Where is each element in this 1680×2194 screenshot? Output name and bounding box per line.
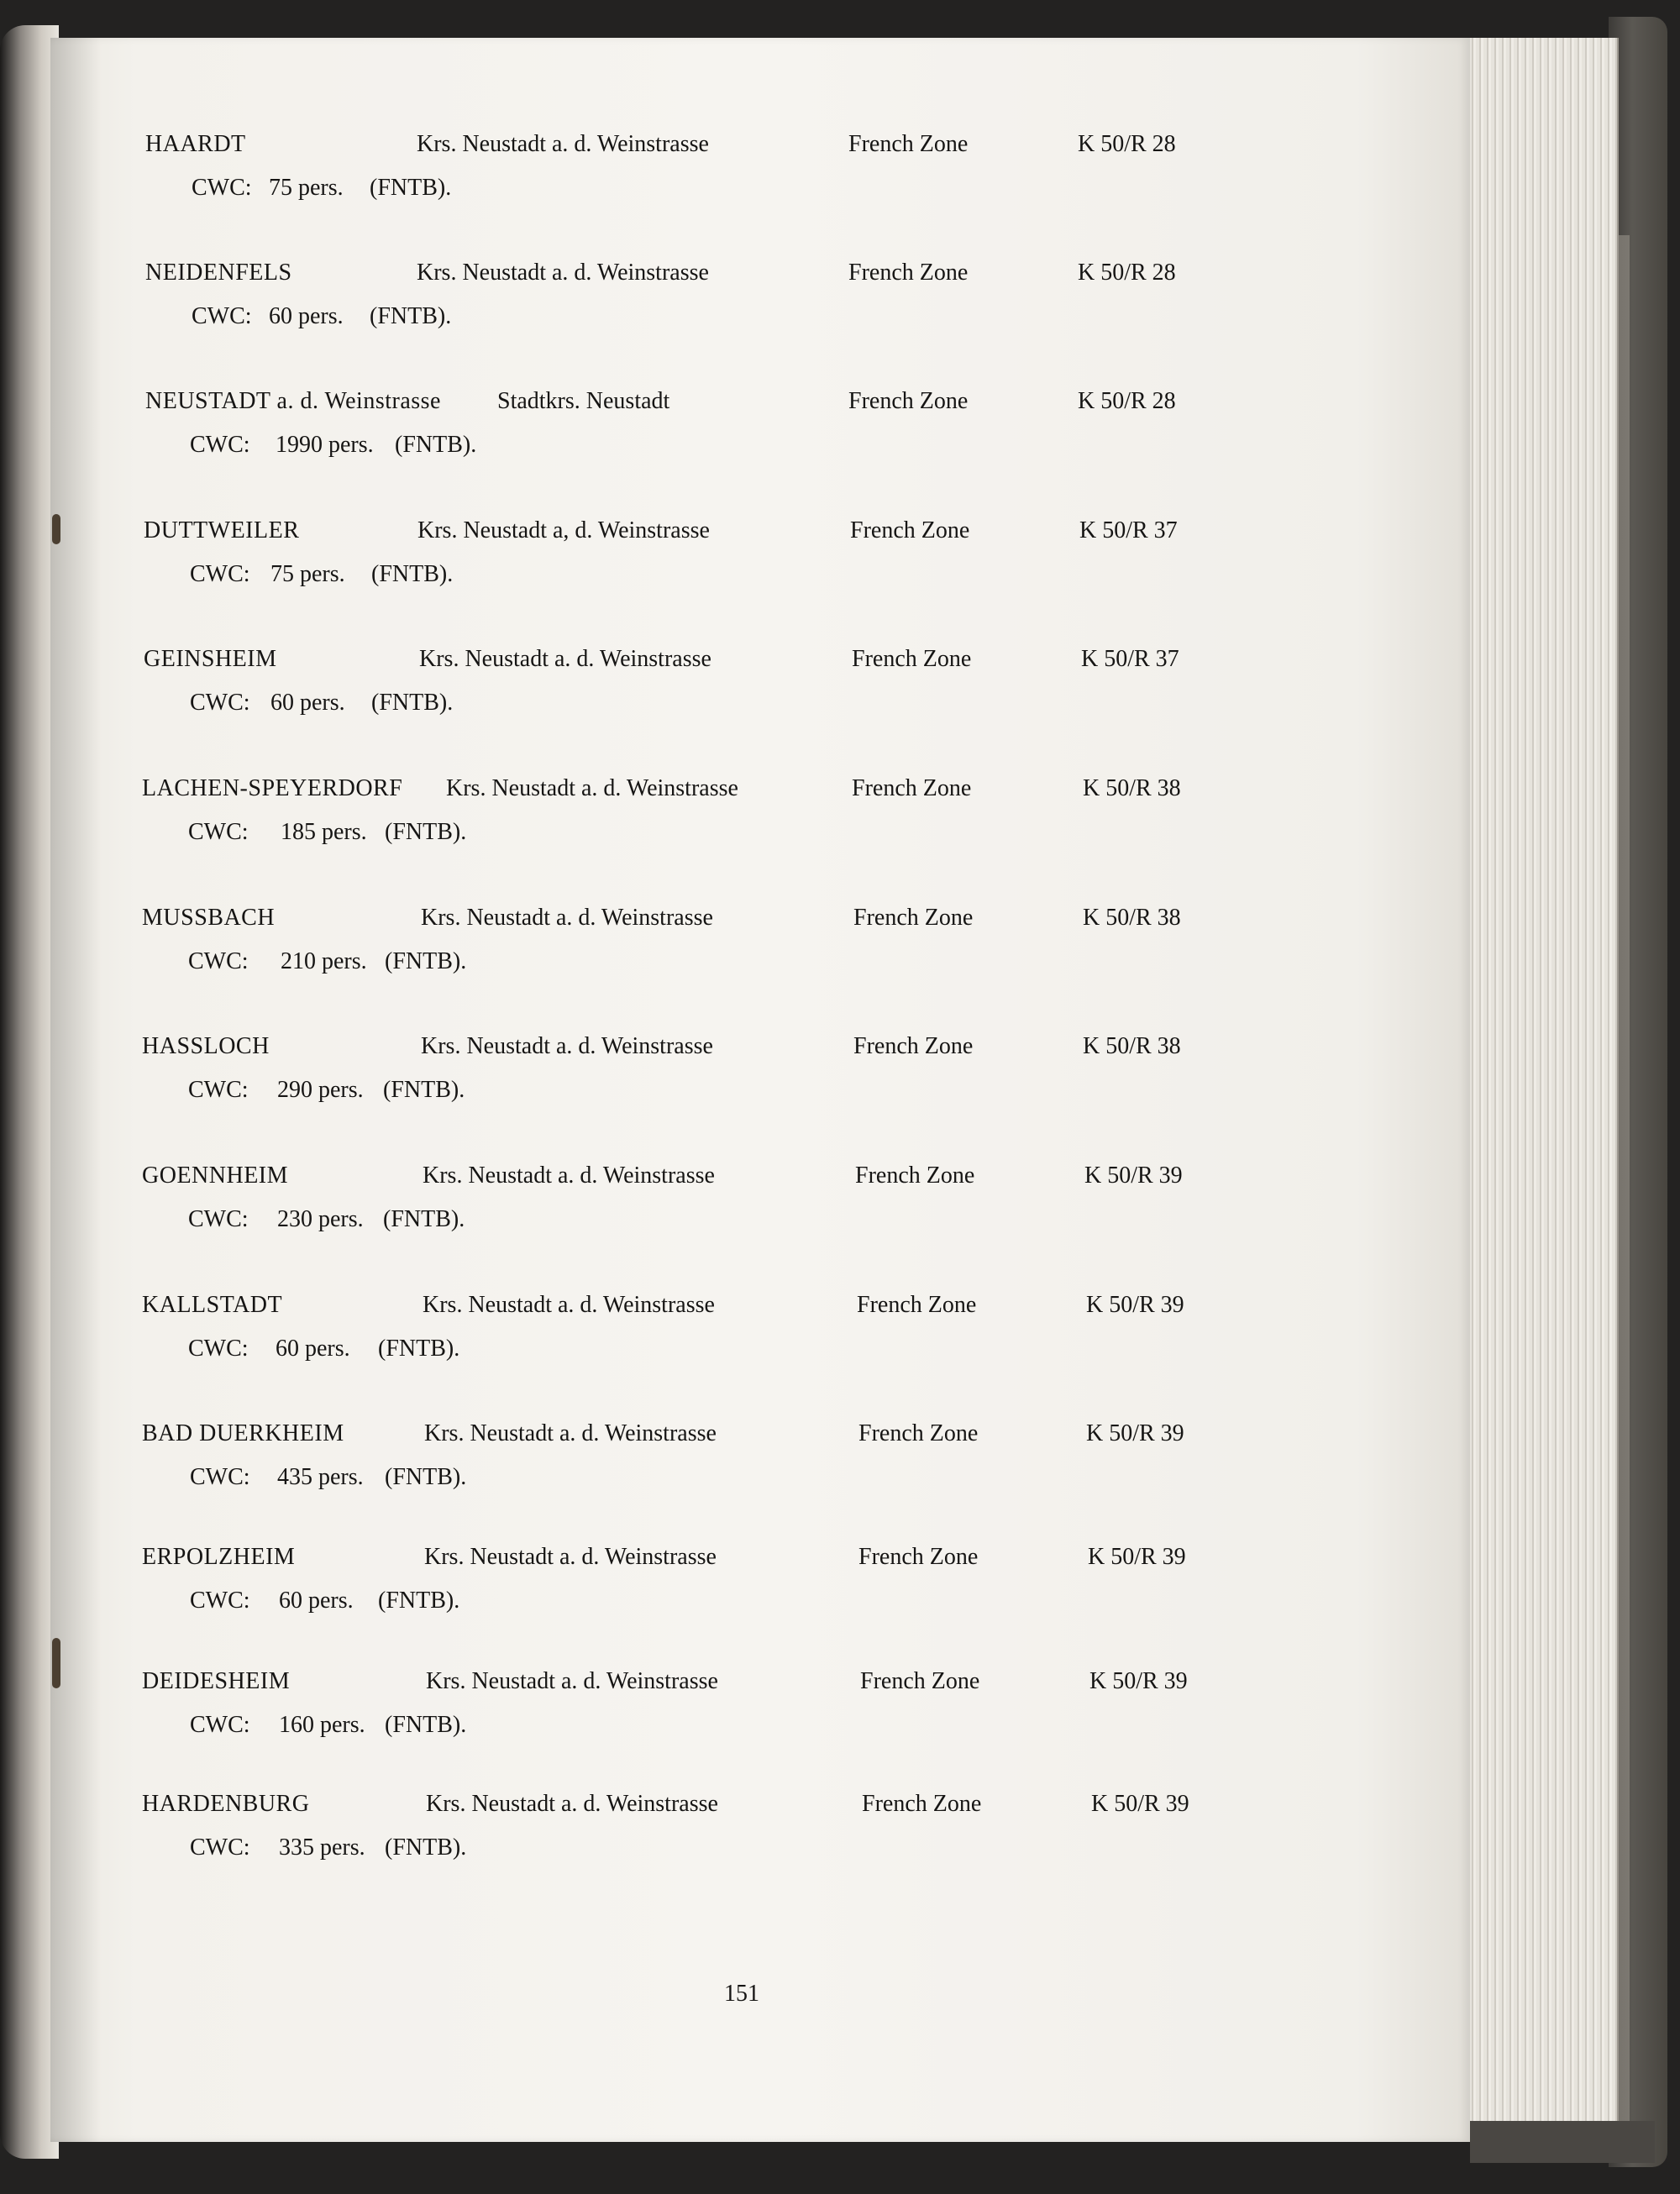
grid-reference: K 50/R 38 [1083, 1033, 1181, 1059]
district: Krs. Neustadt a, d. Weinstrasse [417, 517, 710, 543]
place-name: DUTTWEILER [144, 517, 300, 543]
district: Krs. Neustadt a. d. Weinstrasse [421, 905, 713, 931]
cwc-label: CWC: [190, 561, 250, 587]
district: Krs. Neustadt a. d. Weinstrasse [417, 131, 709, 157]
grid-reference: K 50/R 39 [1084, 1163, 1183, 1189]
list-item [0, 645, 1344, 754]
list-item [0, 1291, 1344, 1400]
cwc-label: CWC: [190, 1588, 250, 1614]
cwc-source: (FNTB). [385, 819, 467, 845]
cwc-count: 335 pers. [279, 1834, 365, 1861]
zone: French Zone [858, 1544, 979, 1570]
cwc-label: CWC: [190, 1712, 250, 1738]
cwc-source: (FNTB). [395, 432, 477, 458]
list-item [0, 1420, 1344, 1529]
list-item [0, 259, 1344, 368]
page-number: 151 [724, 1981, 759, 2007]
district: Krs. Neustadt a. d. Weinstrasse [423, 1163, 715, 1189]
cwc-count: 230 pers. [277, 1206, 364, 1232]
list-item [0, 517, 1344, 626]
place-name: NEUSTADT a. d. Weinstrasse [145, 388, 441, 414]
district: Krs. Neustadt a. d. Weinstrasse [426, 1668, 718, 1694]
zone: French Zone [852, 775, 972, 801]
district: Stadtkrs. Neustadt [497, 388, 670, 414]
grid-reference: K 50/R 39 [1089, 1668, 1188, 1694]
zone: French Zone [853, 905, 974, 931]
place-name: BAD DUERKHEIM [142, 1420, 344, 1446]
list-item [0, 1543, 1344, 1652]
place-name: HAARDT [145, 131, 246, 157]
zone: French Zone [858, 1420, 979, 1446]
zone: French Zone [850, 517, 970, 543]
cwc-count: 1990 pers. [276, 432, 374, 458]
district: Krs. Neustadt a. d. Weinstrasse [424, 1544, 717, 1570]
cwc-count: 435 pers. [277, 1464, 364, 1490]
cwc-source: (FNTB). [385, 1712, 467, 1738]
zone: French Zone [848, 131, 969, 157]
district: Krs. Neustadt a. d. Weinstrasse [423, 1292, 715, 1318]
place-name: GOENNHEIM [142, 1163, 289, 1189]
district: Krs. Neustadt a. d. Weinstrasse [419, 646, 711, 672]
cwc-count: 160 pers. [279, 1712, 365, 1738]
list-item [0, 1032, 1344, 1142]
district: Krs. Neustadt a. d. Weinstrasse [424, 1420, 717, 1446]
zone: French Zone [852, 646, 972, 672]
cwc-source: (FNTB). [370, 303, 452, 329]
cwc-label: CWC: [188, 1077, 249, 1103]
list-item [0, 1667, 1344, 1777]
cwc-label: CWC: [192, 175, 252, 201]
cwc-count: 290 pers. [277, 1077, 364, 1103]
cwc-source: (FNTB). [371, 690, 454, 716]
grid-reference: K 50/R 39 [1091, 1791, 1189, 1817]
cwc-count: 60 pers. [279, 1588, 354, 1614]
grid-reference: K 50/R 37 [1081, 646, 1179, 672]
cwc-count: 185 pers. [281, 819, 367, 845]
list-item [0, 130, 1344, 239]
cwc-label: CWC: [190, 1464, 250, 1490]
cwc-source: (FNTB). [383, 1077, 465, 1103]
grid-reference: K 50/R 38 [1083, 905, 1181, 931]
grid-reference: K 50/R 28 [1078, 131, 1176, 157]
grid-reference: K 50/R 28 [1078, 388, 1176, 414]
zone: French Zone [848, 388, 969, 414]
place-name: KALLSTADT [142, 1292, 283, 1318]
zone: French Zone [857, 1292, 977, 1318]
cwc-source: (FNTB). [370, 175, 452, 201]
cwc-count: 75 pers. [269, 175, 344, 201]
cwc-source: (FNTB). [378, 1336, 460, 1362]
cwc-source: (FNTB). [378, 1588, 460, 1614]
cwc-source: (FNTB). [385, 1834, 467, 1861]
list-item [0, 774, 1344, 884]
cwc-source: (FNTB). [385, 948, 467, 974]
cwc-label: CWC: [192, 303, 252, 329]
place-name: DEIDESHEIM [142, 1668, 291, 1694]
zone: French Zone [862, 1791, 982, 1817]
grid-reference: K 50/R 38 [1083, 775, 1181, 801]
grid-reference: K 50/R 39 [1086, 1292, 1184, 1318]
cwc-label: CWC: [188, 1336, 249, 1362]
place-name: LACHEN-SPEYERDORF [142, 775, 403, 801]
cwc-source: (FNTB). [385, 1464, 467, 1490]
cwc-label: CWC: [190, 432, 250, 458]
cwc-count: 60 pers. [276, 1336, 350, 1362]
place-name: MUSSBACH [142, 905, 276, 931]
grid-reference: K 50/R 39 [1086, 1420, 1184, 1446]
cwc-label: CWC: [188, 1206, 249, 1232]
list-item [0, 387, 1344, 496]
district: Krs. Neustadt a. d. Weinstrasse [417, 260, 709, 286]
cwc-label: CWC: [188, 819, 249, 845]
place-name: HASSLOCH [142, 1033, 270, 1059]
district: Krs. Neustadt a. d. Weinstrasse [421, 1033, 713, 1059]
zone: French Zone [855, 1163, 975, 1189]
cwc-source: (FNTB). [383, 1206, 465, 1232]
zone: French Zone [860, 1668, 980, 1694]
zone: French Zone [848, 260, 969, 286]
place-name: ERPOLZHEIM [142, 1544, 296, 1570]
cwc-label: CWC: [188, 948, 249, 974]
cwc-count: 75 pers. [270, 561, 345, 587]
grid-reference: K 50/R 39 [1088, 1544, 1186, 1570]
cwc-count: 60 pers. [270, 690, 345, 716]
cwc-source: (FNTB). [371, 561, 454, 587]
cwc-label: CWC: [190, 1834, 250, 1861]
place-name: HARDENBURG [142, 1791, 310, 1817]
cwc-count: 60 pers. [269, 303, 344, 329]
grid-reference: K 50/R 37 [1079, 517, 1178, 543]
grid-reference: K 50/R 28 [1078, 260, 1176, 286]
list-item [0, 1162, 1344, 1271]
cwc-count: 210 pers. [281, 948, 367, 974]
district: Krs. Neustadt a. d. Weinstrasse [426, 1791, 718, 1817]
place-name: GEINSHEIM [144, 646, 277, 672]
list-item [0, 1790, 1344, 1899]
place-name: NEIDENFELS [145, 260, 292, 286]
list-item [0, 904, 1344, 1013]
cwc-label: CWC: [190, 690, 250, 716]
district: Krs. Neustadt a. d. Weinstrasse [446, 775, 738, 801]
zone: French Zone [853, 1033, 974, 1059]
